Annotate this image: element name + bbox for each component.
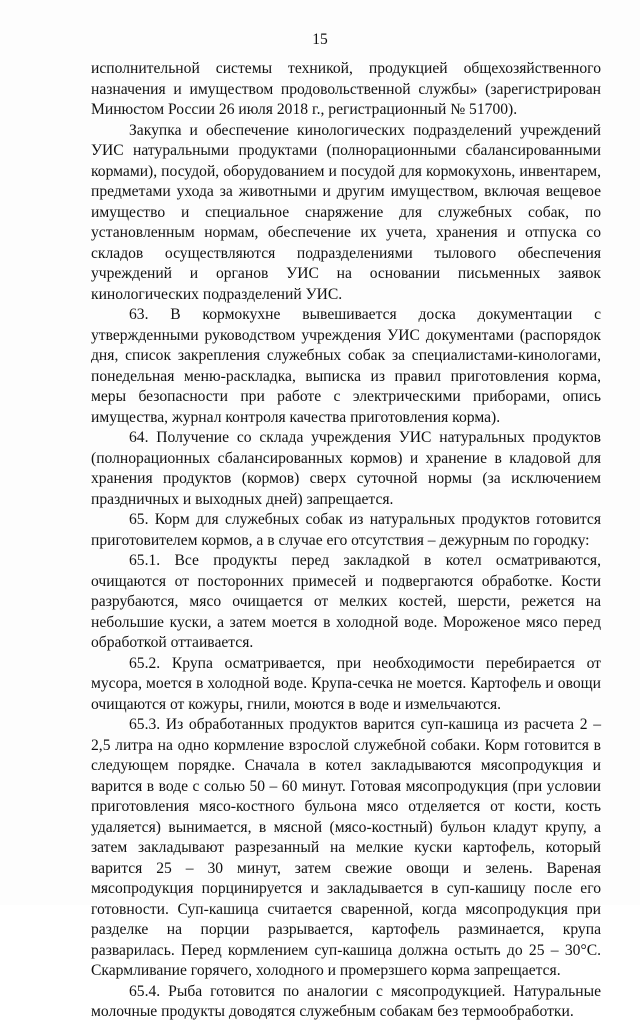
paragraph-65-4: 65.4. Рыба готовится по аналогии с мясопродукцией. Натуральные молочные продукты доводятся служебным собакам без термообработки. [91,982,601,1020]
paragraph-continuation: исполнительной системы техникой, продукцией общехозяйственного назначения и имуществом продовольственной службы» (зарегистрирован Минюстом России 26 июля 2018 г., регистрационный № 51700). [91,60,601,118]
paragraph-65-1: 65.1. Все продукты перед закладкой в котел осматриваются, очищаются от посторонних примесей и подвергаются обработке. Кости разрубаются, мясо очищается от мелких костей, шерсти, режется на небольшие куски, а затем моется в холодной воде. Мороженое мясо перед обработкой оттаивается. [91,552,601,651]
paragraph-65: 65. Корм для служебных собак из натуральных продуктов готовится приготовителем кормов, а в случае его отсутствия – дежурным по городку: [91,511,601,549]
paragraph-65-3: 65.3. Из обработанных продуктов варится суп-кашица из расчета 2 – 2,5 литра на одно кормление взрослой служебной собаки. Корм готовится в следующем порядке. Сначала в котел закладываются мясопродукция и варится в воде с солью 50 – 60 минут. Готовая мясопродукция (при условии приготовления мясо-костного бульона мясо отделяется от кости, кость удаляется) вынимается, в мясной (мясо-костный) бульон кладут крупу, а затем закладывают разрезанный на мелкие куски картофель, который варится 25 – 30 минут, затем свежие овощи и зелень. Вареная мясопродукция порцинируется и закладывается в суп-кашицу после его готовности. Суп-кашица считается сваренной, когда мясопродукция при разделке на порции разрывается, картофель разминается, крупа разварилась. Перед кормлением суп-кашица должна остыть до 25 – 30°С. Скармливание горячего, холодного и промерзшего корма запрещается. [91,716,601,979]
paragraph-63: 63. В кормокухне вывешивается доска документации с утвержденными руководством учреждения УИС документами (распорядок дня, список закрепления служебных собак за специалистами-кинологами, понедельная меню-раскладка, выписка из правил приготовления корма, меры безопасности при работе с электрическими приборами, опись имущества, журнал контроля качества приготовления корма). [91,306,601,426]
page-number: 15 [312,31,328,48]
paragraph-procurement: Закупка и обеспечение кинологических подразделений учреждений УИС натуральными продуктами (полнорационными сбалансированными кормами), посудой, оборудованием и посудой для кормокухонь, инвентарем, предметами ухода за животными и другим имуществом, включая вещевое имущество и специальное снаряжение для служебных собак, по установленным нормам, обеспечение их учета, хранения и отпуска со складов осуществляются подразделениями тылового обеспечения учреждений и органов УИС на основании письменных заявок кинологических подразделений УИС. [91,121,601,303]
paragraph-64: 64. Получение со склада учреждения УИС натуральных продуктов (полнорационных сбалансированных кормов) и хранение в кладовой для хранения продуктов (кормов) сверх суточной нормы (за исключением праздничных и выходных дней) запрещается. [91,429,601,508]
document-body [91,59,601,1023]
paragraph-65-2: 65.2. Крупа осматривается, при необходимости перебирается от мусора, моется в холодной воде. Крупа-сечка не моется. Картофель и овощи очищаются от кожуры, гнили, моются в воде и измельчаются. [91,654,601,713]
